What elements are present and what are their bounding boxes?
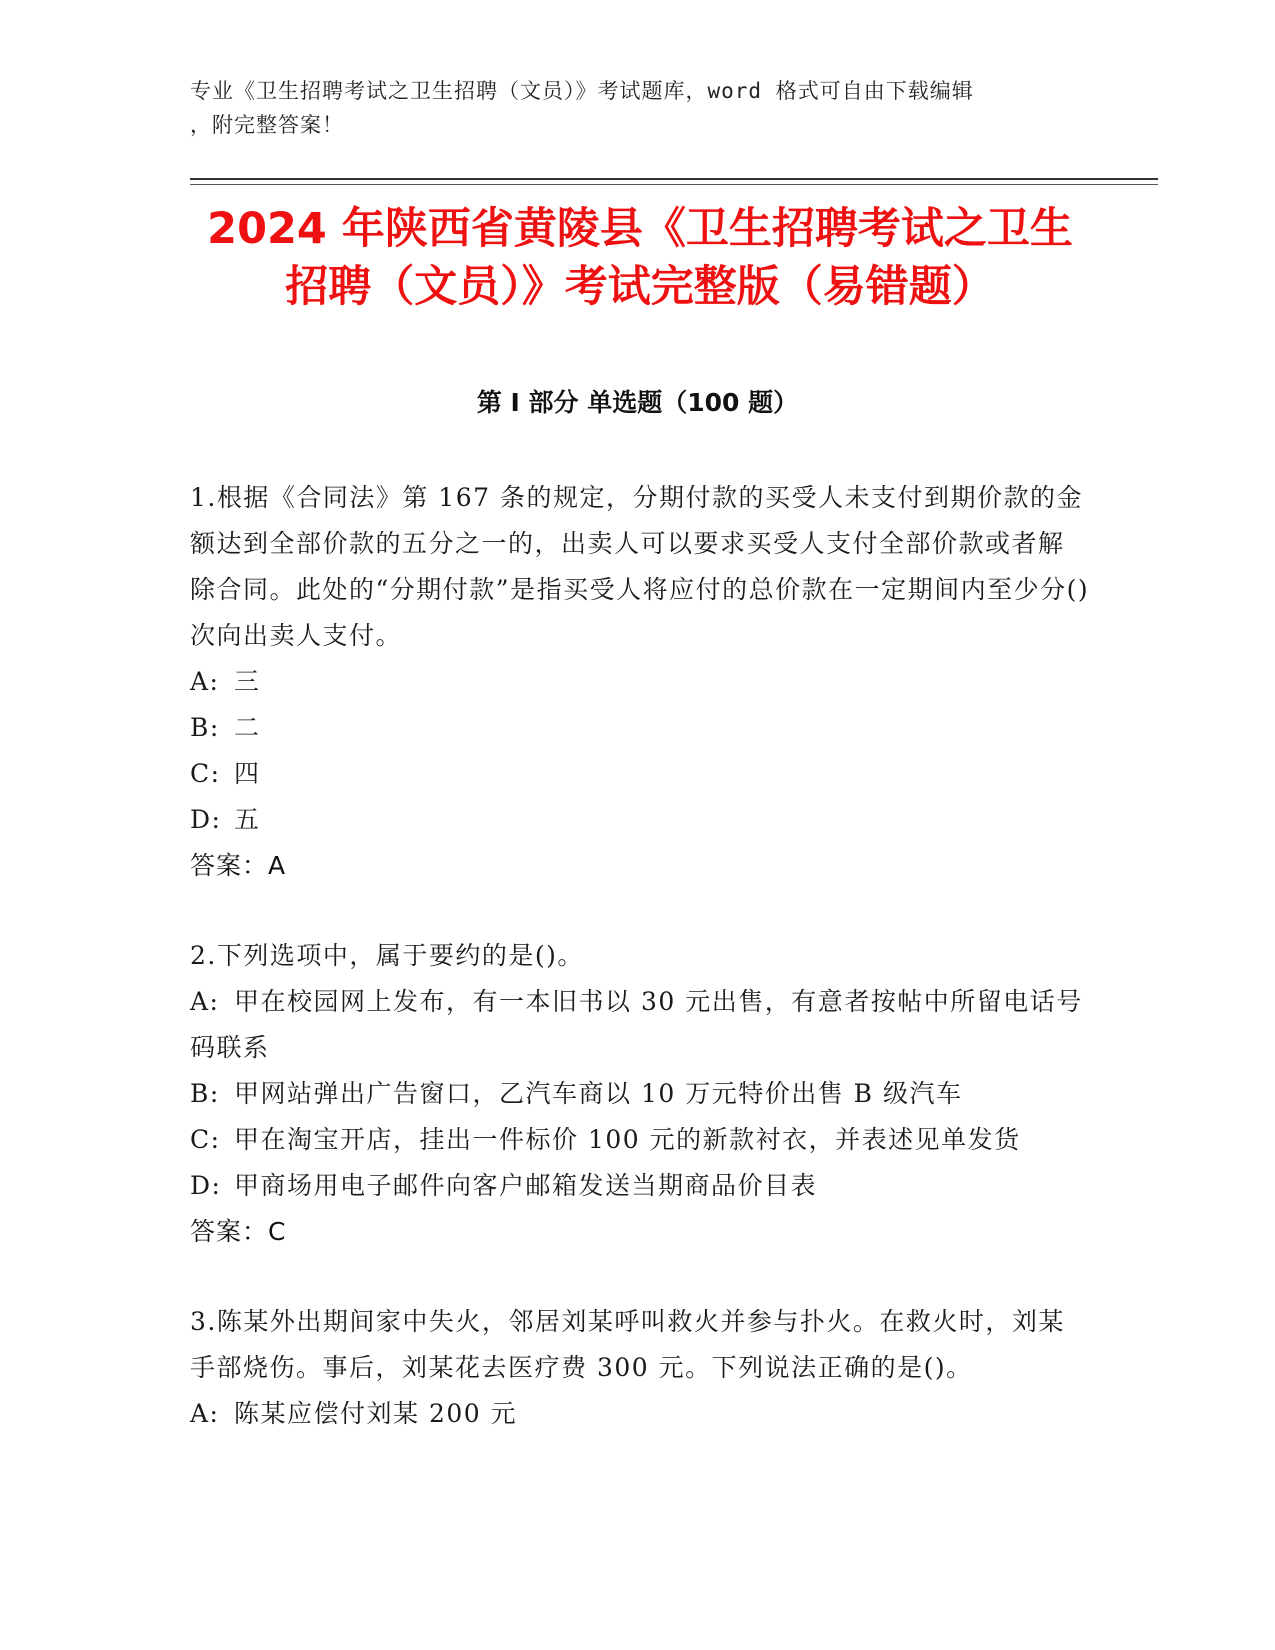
- answer: 答案：C: [190, 1217, 287, 1246]
- question-3: [190, 1299, 1090, 1437]
- option-letter: D:: [190, 805, 222, 834]
- header-note: [190, 74, 1090, 142]
- option-a: [190, 1391, 1090, 1437]
- document-title-line-2: 招聘（文员）》考试完整版（易错题）: [285, 262, 995, 312]
- question-text: 2.下列选项中，属于要约的是()。: [190, 941, 584, 970]
- header-note-line-2: ，附完整答案！: [190, 113, 344, 137]
- option-c: [190, 751, 1090, 797]
- option-text: 二: [234, 713, 261, 742]
- option-letter: A:: [190, 987, 220, 1016]
- option-d: [190, 1163, 1090, 1209]
- option-text: 五: [234, 805, 261, 834]
- question-list: [190, 475, 1090, 1481]
- section-title: 第 I 部分 单选题（100 题）: [476, 388, 799, 417]
- question-text: 1.根据《合同法》第 167 条的规定，分期付款的买受人未支付到期价款的金额达到全部价款的五分之一的，出卖人可以要求买受人支付全部价款或者解除合同。此处的“分期付款”是指买受人将应付的总价款在一定期间内至少分()次向出卖人支付。: [190, 483, 1090, 650]
- option-letter: A:: [190, 667, 220, 696]
- option-letter: B:: [190, 713, 220, 742]
- option-d: [190, 797, 1090, 843]
- option-text: 甲商场用电子邮件向客户邮箱发送当期商品价目表: [234, 1171, 818, 1200]
- option-letter: C:: [190, 759, 221, 788]
- header-rule-thick: [190, 178, 1158, 180]
- option-a: [190, 979, 1090, 1071]
- option-letter: D:: [190, 1171, 222, 1200]
- question-1: [190, 475, 1090, 889]
- option-text: 甲在淘宝开店，挂出一件标价 100 元的新款衬衣，并表述见单发货: [234, 1125, 1021, 1154]
- option-text: 三: [234, 667, 261, 696]
- option-letter: A:: [190, 1399, 220, 1428]
- header-note-line-1: 专业《卫生招聘考试之卫生招聘（文员）》考试题库，word 格式可自由下载编辑: [190, 79, 974, 103]
- question-text: 3.陈某外出期间家中失火，邻居刘某呼叫救火并参与扑火。在救火时，刘某手部烧伤。事后，刘某花去医疗费 300 元。下列说法正确的是()。: [190, 1307, 1065, 1382]
- option-text: 陈某应偿付刘某 200 元: [234, 1399, 518, 1428]
- option-b: [190, 705, 1090, 751]
- option-b: [190, 1071, 1090, 1117]
- header-rule-thin: [190, 184, 1158, 185]
- option-text: 四: [234, 759, 261, 788]
- option-letter: C:: [190, 1125, 221, 1154]
- option-letter: B:: [190, 1079, 220, 1108]
- document-title: [130, 200, 1150, 316]
- question-2: [190, 933, 1090, 1255]
- option-text: 甲网站弹出广告窗口，乙汽车商以 10 万元特价出售 B 级汽车: [234, 1079, 963, 1108]
- answer: 答案：A: [190, 851, 287, 880]
- document-title-line-1: 2024 年陕西省黄陵县《卫生招聘考试之卫生: [207, 204, 1073, 254]
- option-a: [190, 659, 1090, 705]
- option-c: [190, 1117, 1090, 1163]
- option-text: 甲在校园网上发布，有一本旧书以 30 元出售，有意者按帖中所留电话号码联系: [190, 987, 1083, 1062]
